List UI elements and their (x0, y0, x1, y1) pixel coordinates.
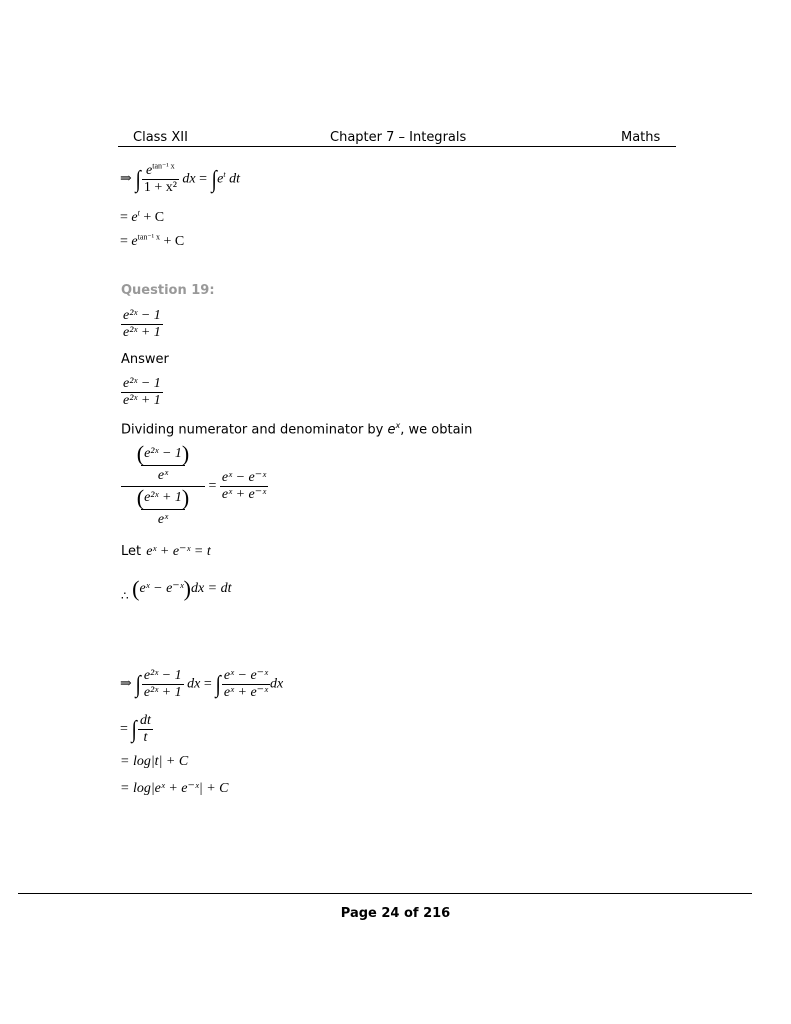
step-line-4: = log|eˣ + e⁻ˣ| + C (120, 781, 229, 796)
header-chapter: Chapter 7 – Integrals (330, 130, 467, 145)
therefore-line: ∴ (eˣ − e⁻ˣ)dx = dt (121, 576, 232, 604)
dividing-sentence: Dividing numerator and denominator by $e^x$, we obtain (121, 421, 473, 438)
header-subject: Maths (621, 130, 661, 145)
step-line-2: = ∫ $\frac{dt}{t}$ (120, 713, 151, 745)
step-line-1: ⇒ ∫ $\frac{\text{e²ˣ − 1}}{\text{e²ˣ + 1}}$ dx = ∫ $\frac{\text{eˣ − e⁻ˣ}}{\text{eˣ + e⁻ˣ}}$ dx (120, 668, 284, 700)
integral-sign: ∫ (135, 671, 142, 698)
compound-fraction: (e²ˣ − 1) eˣ (e²ˣ + 1) eˣ (121, 443, 205, 530)
prev-line-3: = $e^{tan^{-1} x} + C$ (120, 232, 185, 249)
header-rule (118, 146, 676, 147)
answer-fraction: $\frac{\text{e²ˣ − 1}}{\text{e²ˣ + 1}}$ (123, 376, 161, 408)
prev-line-2: = $e^t + C$ (120, 208, 165, 225)
answer-label: Answer (121, 352, 169, 367)
footer-rule (18, 893, 752, 894)
fraction: $\frac{e^{tan^{-1} x}}{\text{1 + x²}}$ (143, 161, 177, 195)
header-class: Class XII (133, 130, 188, 145)
step-line-3: = log|t| + C (120, 754, 189, 769)
integral-sign: ∫ (132, 716, 138, 743)
question-fraction: $\frac{\text{e²ˣ − 1}}{\text{e²ˣ + 1}}$ (123, 308, 161, 340)
integral-sign: ∫ (135, 166, 142, 193)
integral-sign: ∫ (215, 671, 222, 698)
page-number: Page 24 of 216 (340, 906, 451, 921)
prev-line-1: ⇒ ∫ $\frac{e^{tan^{-1} x}}{\text{1 + x²}}$ dx = $\int e^t$ dt (120, 161, 240, 195)
integral-sign: ∫ (211, 166, 217, 193)
let-line: Let eˣ + e⁻ˣ = t (121, 544, 211, 559)
question-label: Question 19: (121, 283, 215, 298)
compound-fraction-expression: (e²ˣ − 1) eˣ (e²ˣ + 1) eˣ = $\frac{\text{eˣ − e⁻ˣ}}{\text{eˣ + e⁻ˣ}}$ (121, 443, 268, 530)
therefore-symbol: ∴ (121, 589, 129, 604)
